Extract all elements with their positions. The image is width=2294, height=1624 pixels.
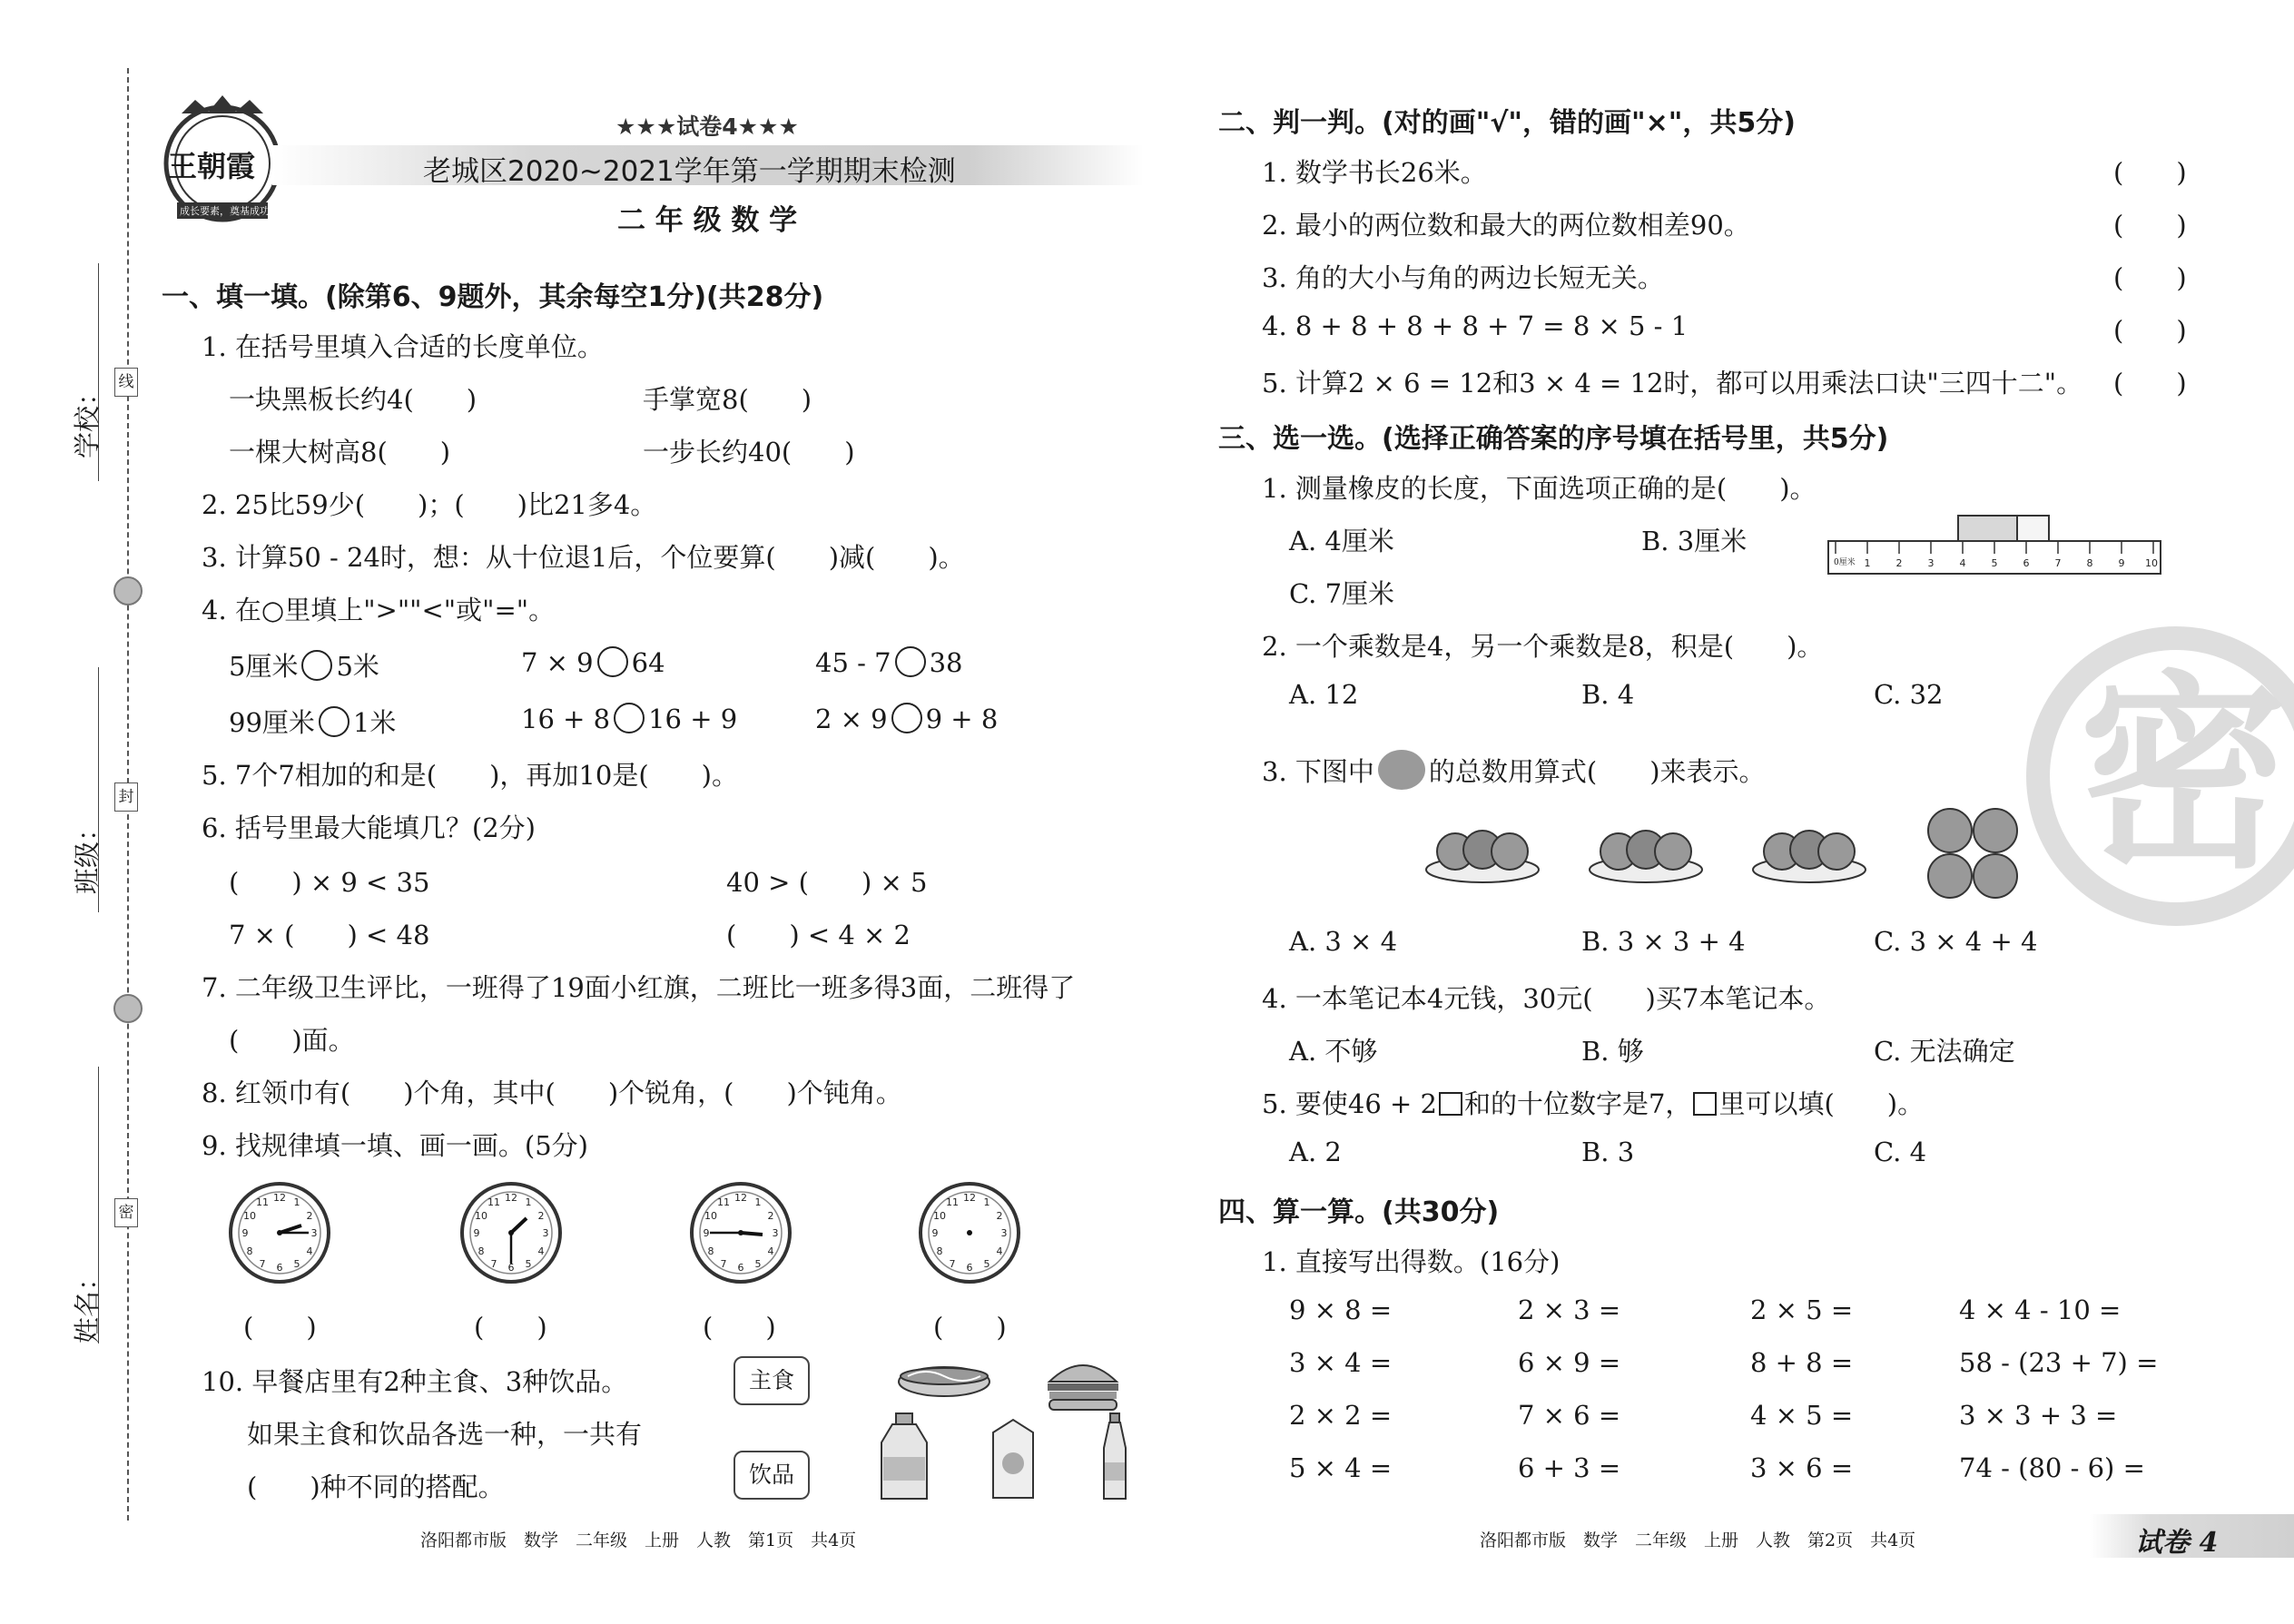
svg-text:4: 4 [1959, 557, 1966, 569]
tf-item: 3. 角的大小与角的两边长短无关。 [1262, 262, 1664, 293]
milk-carton-icon [988, 1416, 1039, 1500]
svg-text:2: 2 [996, 1210, 1003, 1222]
tf-item: 5. 计算2 × 6 = 12和3 × 4 = 12时，都可以用乘法口诀"三四十二"。 [1262, 368, 2083, 399]
svg-text:6: 6 [737, 1262, 744, 1274]
calc-item: 74 - (80 - 6) = [1959, 1452, 2145, 1483]
section3-heading: 三、选一选。(选择正确答案的序号填在括号里，共5分) [1218, 423, 1889, 455]
tf-item: 1. 数学书长26米。 [1262, 157, 1487, 188]
svg-text:12: 12 [963, 1192, 976, 1204]
svg-text:9: 9 [2118, 557, 2125, 569]
tf-answer: ( ) [2113, 315, 2187, 346]
question-3: 3. 计算50 - 24时，想：从十位退1后，个位要算( )减( )。 [202, 542, 965, 573]
svg-text:7: 7 [2054, 557, 2062, 569]
question-8: 8. 红领巾有( )个角，其中( )个锐角，( )个钝角。 [202, 1078, 902, 1108]
option: B. 3 × 3 + 4 [1581, 926, 1746, 957]
svg-text:4: 4 [306, 1245, 313, 1257]
option: A. 3 × 4 [1289, 926, 1398, 957]
svg-text:9: 9 [241, 1227, 249, 1239]
option: C. 7厘米 [1289, 578, 1395, 609]
svg-text:11: 11 [946, 1196, 959, 1208]
clock-answer: ( ) [474, 1312, 547, 1343]
exam-title: 老城区2020~2021学年第一学期期末检测 [423, 155, 956, 188]
calc-question-1: 1. 直接写出得数。(16分) [1262, 1246, 1561, 1277]
svg-text:11: 11 [487, 1196, 500, 1208]
svg-text:8: 8 [246, 1245, 253, 1257]
q6-item-a: ( ) × 9 < 35 [229, 867, 430, 898]
fruit-plate-icon [1423, 817, 1541, 886]
option: C. 4 [1874, 1137, 1927, 1167]
svg-text:1: 1 [983, 1196, 990, 1208]
footer-left: 洛阳都市版 数学 二年级 上册 人教 第1页 共4页 [420, 1530, 857, 1550]
calc-item: 2 × 5 = [1750, 1294, 1854, 1325]
calc-item: 2 × 3 = [1518, 1294, 1621, 1325]
calc-item: 5 × 4 = [1289, 1452, 1393, 1483]
fruit-plate-icon [1587, 817, 1705, 886]
question-10-cont: 如果主食和饮品各选一种，一共有 [247, 1419, 643, 1450]
compare-item: 16 + 8 16 + 9 [521, 704, 738, 734]
calc-item: 58 - (23 + 7) = [1959, 1347, 2159, 1378]
svg-text:7: 7 [490, 1258, 497, 1270]
option: B. 3厘米 [1641, 526, 1748, 556]
svg-text:2: 2 [1895, 557, 1903, 569]
compare-item: 2 × 9 9 + 8 [815, 704, 999, 734]
q6-item-c: 7 × ( ) < 48 [229, 920, 430, 950]
svg-text:3: 3 [542, 1227, 549, 1239]
svg-text:3: 3 [772, 1227, 779, 1239]
ruler-unit: 0厘米 [1834, 558, 1856, 567]
clock-answer: ( ) [243, 1312, 317, 1343]
secret-mark: 密 [114, 1198, 138, 1227]
scissors-icon [113, 576, 143, 605]
svg-text:9: 9 [703, 1227, 710, 1239]
svg-text:2: 2 [537, 1210, 545, 1222]
svg-text:11: 11 [256, 1196, 269, 1208]
svg-text:1: 1 [1864, 557, 1871, 569]
calc-item: 3 × 4 = [1289, 1347, 1393, 1378]
q1-item-b: 手掌宽8( ) [643, 384, 812, 415]
fruit-plate-icon [1750, 817, 1868, 886]
section4-heading: 四、算一算。(共30分) [1218, 1196, 1500, 1228]
svg-text:4: 4 [996, 1245, 1003, 1257]
option: C. 3 × 4 + 4 [1874, 926, 2038, 957]
question-1: 1. 在括号里填入合适的长度单位。 [202, 331, 604, 362]
svg-text:9: 9 [473, 1227, 480, 1239]
compare-item: 99厘米 1米 [229, 707, 397, 738]
scissors-icon [113, 994, 143, 1023]
svg-text:6: 6 [966, 1262, 973, 1274]
exam-number: ★★★试卷4★★★ [615, 113, 799, 140]
calc-item: 8 + 8 = [1750, 1347, 1854, 1378]
svg-text:1: 1 [525, 1196, 532, 1208]
svg-text:5: 5 [1991, 557, 1998, 569]
svg-text:10: 10 [2145, 557, 2158, 569]
fruit-group-icon [1923, 803, 2023, 903]
svg-text:4: 4 [537, 1245, 545, 1257]
clock-icon [917, 1180, 1022, 1285]
svg-text:7: 7 [720, 1258, 727, 1270]
svg-text:3: 3 [310, 1227, 318, 1239]
footer-badge: 试卷 4 [2135, 1527, 2219, 1559]
compare-item: 7 × 9 64 [521, 647, 665, 678]
q1-item-c: 一棵大树高8( ) [229, 437, 451, 468]
calc-item: 4 × 4 - 10 = [1959, 1294, 2122, 1325]
svg-text:8: 8 [478, 1245, 485, 1257]
mc-question-2: 2. 一个乘数是4，另一个乘数是8，积是( )。 [1262, 631, 1824, 662]
question-7: 7. 二年级卫生评比，一班得了19面小红旗，二班比一班多得3面，二班得了 [202, 972, 1076, 1003]
mc-question-5: 5. 要使46 + 2 和的十位数字是7， 里可以填( )。 [1262, 1088, 1925, 1119]
mc-question-4: 4. 一本笔记本4元钱，30元( )买7本笔记本。 [1262, 983, 1831, 1014]
tf-answer: ( ) [2113, 157, 2187, 188]
calc-item: 3 × 6 = [1750, 1452, 1854, 1483]
school-label: 学校： [72, 379, 103, 458]
soda-bottle-icon [1097, 1412, 1133, 1502]
calc-item: 6 + 3 = [1518, 1452, 1621, 1483]
q6-item-b: 40 > ( ) × 5 [726, 867, 928, 898]
calc-item: 9 × 8 = [1289, 1294, 1393, 1325]
drink-tag: 饮品 [733, 1451, 810, 1500]
option: B. 够 [1581, 1036, 1644, 1067]
secret-watermark: 密 [2079, 655, 2289, 897]
q1-item-d: 一步长约40( ) [643, 437, 855, 468]
section1-heading: 一、填一填。(除第6、9题外，其余每空1分)(共28分) [162, 281, 824, 313]
persimmon-icon [1378, 750, 1425, 790]
compare-item: 5厘米 5米 [229, 651, 379, 682]
tf-answer: ( ) [2113, 368, 2187, 399]
option: B. 3 [1581, 1137, 1635, 1167]
class-label: 班级： [72, 814, 103, 894]
svg-text:8: 8 [2086, 557, 2093, 569]
ruler-icon [1826, 514, 2162, 577]
name-label: 姓名： [72, 1264, 103, 1343]
svg-text:12: 12 [505, 1192, 517, 1204]
svg-text:6: 6 [507, 1262, 515, 1274]
line-mark: 线 [114, 368, 138, 397]
clock-icon [688, 1180, 793, 1285]
clock-icon [458, 1180, 564, 1285]
svg-text:4: 4 [767, 1245, 774, 1257]
tf-item: 2. 最小的两位数和最大的两位数相差90。 [1262, 210, 1750, 241]
svg-text:2: 2 [306, 1210, 313, 1222]
calc-item: 4 × 5 = [1750, 1400, 1854, 1431]
question-6: 6. 括号里最大能填几？(2分) [202, 812, 536, 843]
clock-icon [227, 1180, 332, 1285]
q6-item-d: ( ) < 4 × 2 [726, 920, 911, 950]
tf-item: 4. 8 + 8 + 8 + 8 + 7 = 8 × 5 - 1 [1262, 310, 1689, 341]
option: C. 32 [1874, 679, 1944, 710]
option: A. 不够 [1289, 1036, 1378, 1067]
question-4: 4. 在○里填上">""<"或"="。 [202, 595, 556, 625]
mc-question-3: 3. 下图中 的总数用算式( )来表示。 [1262, 750, 1766, 790]
calc-item: 7 × 6 = [1518, 1400, 1621, 1431]
svg-text:5: 5 [754, 1258, 762, 1270]
logo-slogan: 成长要素，奠基成功 [180, 205, 270, 217]
question-5: 5. 7个7相加的和是( )，再加10是( )。 [202, 760, 738, 791]
exam-subject: 二 年 级 数 学 [617, 204, 798, 237]
calc-item: 2 × 2 = [1289, 1400, 1393, 1431]
svg-text:10: 10 [243, 1210, 256, 1222]
calc-item: 6 × 9 = [1518, 1347, 1621, 1378]
question-7-cont: ( )面。 [229, 1025, 355, 1056]
compare-item: 45 - 7 38 [815, 647, 963, 678]
svg-text:10: 10 [704, 1210, 717, 1222]
svg-text:2: 2 [767, 1210, 774, 1222]
svg-text:6: 6 [2023, 557, 2030, 569]
svg-text:8: 8 [936, 1245, 943, 1257]
svg-text:10: 10 [475, 1210, 487, 1222]
svg-text:5: 5 [293, 1258, 300, 1270]
footer-right: 洛阳都市版 数学 二年级 上册 人教 第2页 共4页 [1480, 1530, 1916, 1550]
svg-text:3: 3 [1000, 1227, 1008, 1239]
clock-answer: ( ) [933, 1312, 1007, 1343]
option: A. 2 [1289, 1137, 1342, 1167]
question-10: 10. 早餐店里有2种主食、3种饮品。 [202, 1366, 628, 1397]
svg-text:9: 9 [931, 1227, 939, 1239]
svg-text:12: 12 [734, 1192, 747, 1204]
question-9: 9. 找规律填一填、画一画。(5分) [202, 1130, 588, 1161]
option: B. 4 [1581, 679, 1635, 710]
clock-answer: ( ) [703, 1312, 776, 1343]
tf-answer: ( ) [2113, 262, 2187, 293]
svg-text:10: 10 [933, 1210, 946, 1222]
mc-question-1: 1. 测量橡皮的长度，下面选项正确的是( )。 [1262, 473, 1816, 504]
seal-mark: 封 [114, 782, 138, 812]
svg-text:7: 7 [259, 1258, 266, 1270]
svg-text:8: 8 [707, 1245, 714, 1257]
tf-answer: ( ) [2113, 210, 2187, 241]
question-10-cont2: ( )种不同的搭配。 [247, 1471, 505, 1502]
section2-heading: 二、判一判。(对的画"√"，错的画"×"，共5分) [1218, 107, 1796, 139]
hotdog-icon [894, 1351, 994, 1405]
svg-text:5: 5 [525, 1258, 532, 1270]
svg-text:5: 5 [983, 1258, 990, 1270]
logo-text: 王朝霞 [168, 149, 256, 183]
calc-item: 3 × 3 + 3 = [1959, 1400, 2118, 1431]
option: C. 无法确定 [1874, 1036, 2015, 1067]
svg-text:12: 12 [273, 1192, 286, 1204]
hamburger-icon [1042, 1354, 1124, 1412]
svg-text:11: 11 [717, 1196, 730, 1208]
option: A. 4厘米 [1289, 526, 1394, 556]
svg-text:1: 1 [754, 1196, 762, 1208]
svg-text:6: 6 [276, 1262, 283, 1274]
svg-text:1: 1 [293, 1196, 300, 1208]
svg-text:3: 3 [1927, 557, 1935, 569]
option: A. 12 [1289, 679, 1359, 710]
q1-item-a: 一块黑板长约4( ) [229, 384, 478, 415]
question-2: 2. 25比59少( )；( )比21多4。 [202, 489, 657, 520]
svg-text:7: 7 [949, 1258, 956, 1270]
bottle-icon [876, 1412, 932, 1502]
food-tag: 主食 [733, 1356, 810, 1405]
